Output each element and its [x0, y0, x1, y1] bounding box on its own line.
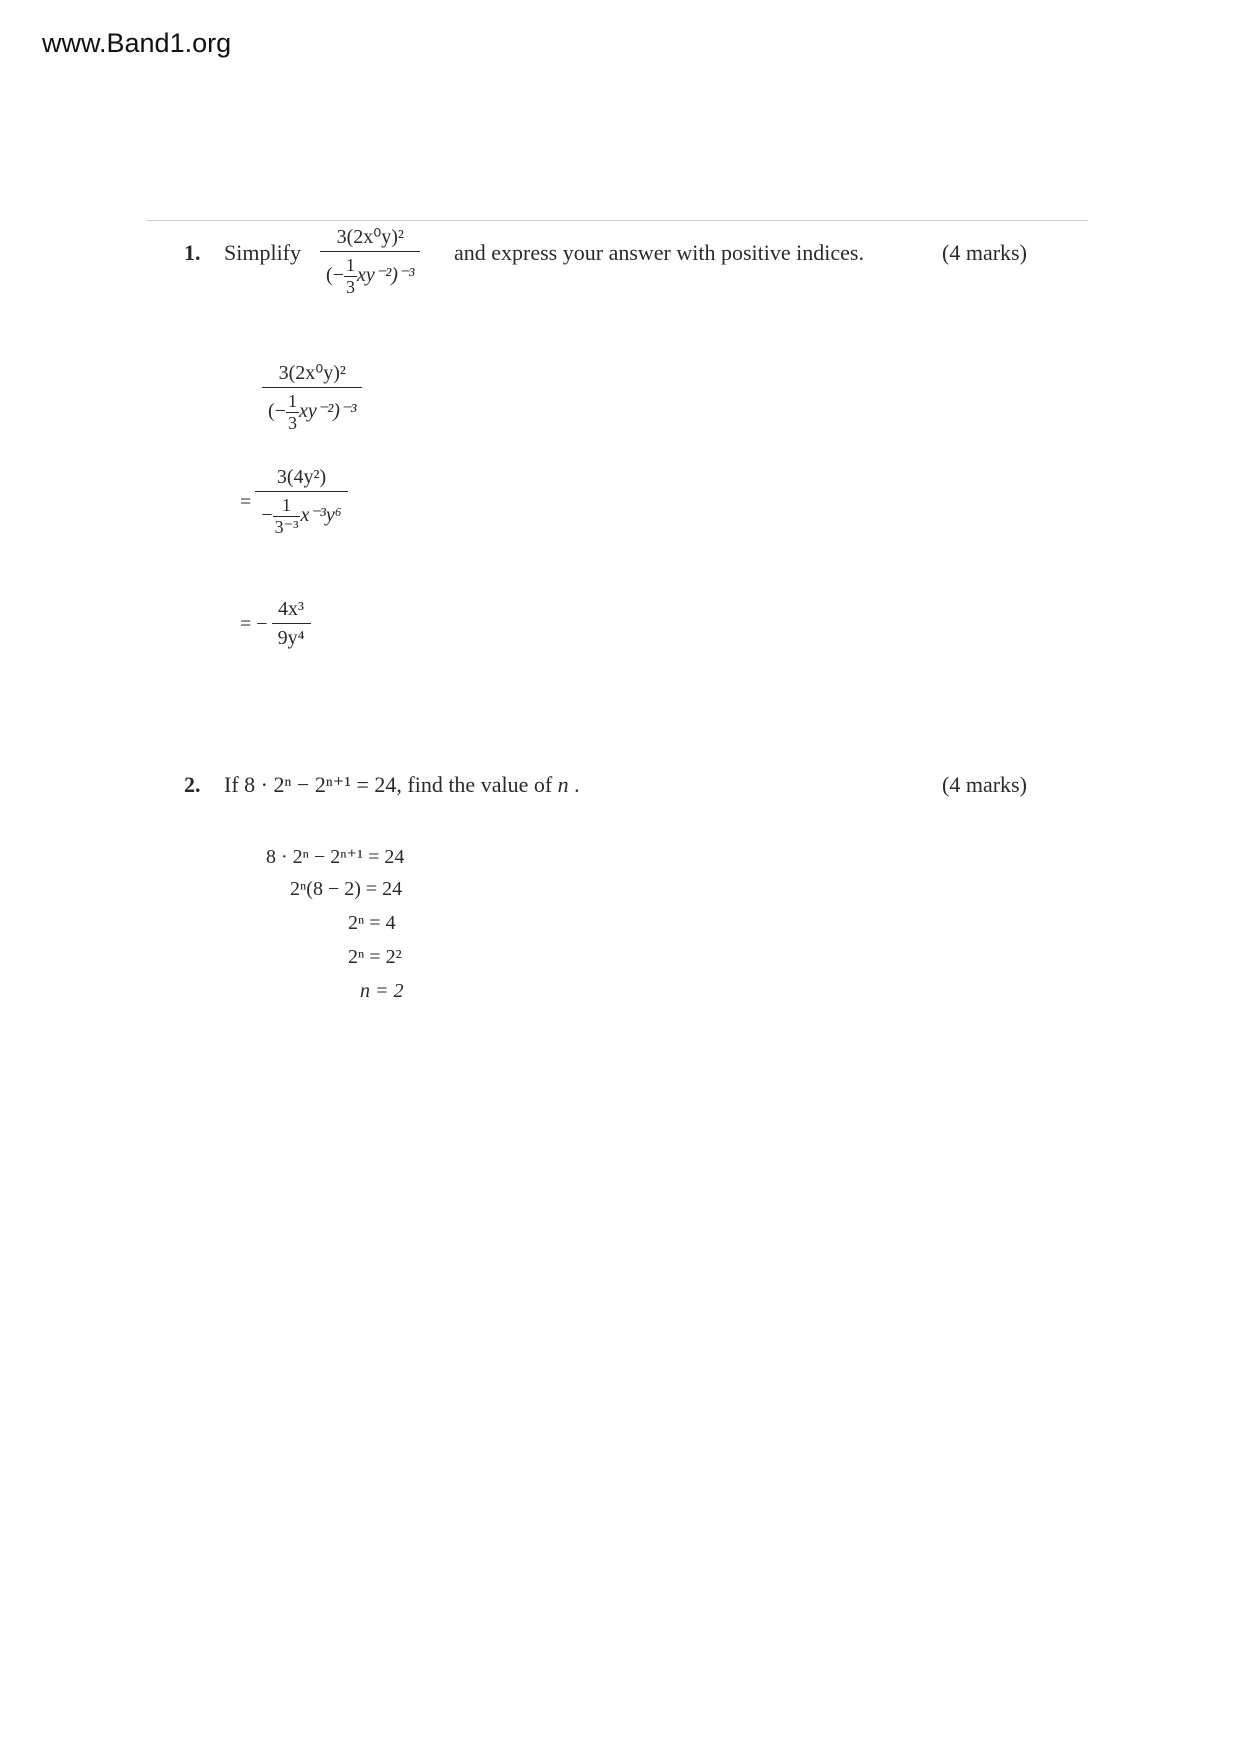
- q2-solution-line: n = 2: [360, 980, 404, 1002]
- q1-expr-numerator: 3(2x⁰y)²: [336, 226, 404, 248]
- q2-solution-line: 2ⁿ = 2²: [348, 946, 402, 968]
- site-header[interactable]: www.Band1.org: [42, 28, 232, 58]
- question-1-number: 1.: [184, 240, 201, 265]
- q1-step-1: 3(2x⁰y)² (− $\frac{1}{3}$ xy⁻²)⁻³: [262, 360, 362, 434]
- q2-solution-line: 2ⁿ(8 − 2) = 24: [290, 878, 403, 900]
- question-1-marks: (4 marks): [942, 240, 1027, 265]
- question-1-expression: [320, 224, 420, 298]
- q1-expr-denominator: (− $\frac{1}{3}$ xy⁻²)⁻³: [320, 251, 420, 298]
- question-1-verb: Simplify: [224, 240, 302, 265]
- question-1-instruction: and express your answer with positive indices.: [454, 240, 864, 265]
- section-divider: [146, 220, 1088, 221]
- q1-step-3: = − $\frac{\text{4x³}}{\text{9y⁴}}$: [240, 598, 311, 650]
- q2-solution-line: 8 · 2ⁿ − 2ⁿ⁺¹ = 24: [266, 846, 405, 868]
- question-2-number: 2.: [184, 772, 201, 797]
- question-2-equation: 8 · 2ⁿ − 2ⁿ⁺¹ = 24: [244, 772, 397, 797]
- question-2-marks: (4 marks): [942, 772, 1027, 797]
- q2-solution-line: 2ⁿ = 4: [348, 912, 396, 934]
- q1-step-2: = 3(4y²) − $\frac{1}{\text{3⁻³}}$ x⁻³y⁶: [240, 466, 348, 538]
- q1-expr-third: $\frac{1}{3}$: [345, 255, 355, 297]
- q1-main-fraction: [320, 224, 420, 298]
- question-2-text: If 8 · 2ⁿ − 2ⁿ⁺¹ = 24, find the value of n .: [224, 772, 580, 797]
